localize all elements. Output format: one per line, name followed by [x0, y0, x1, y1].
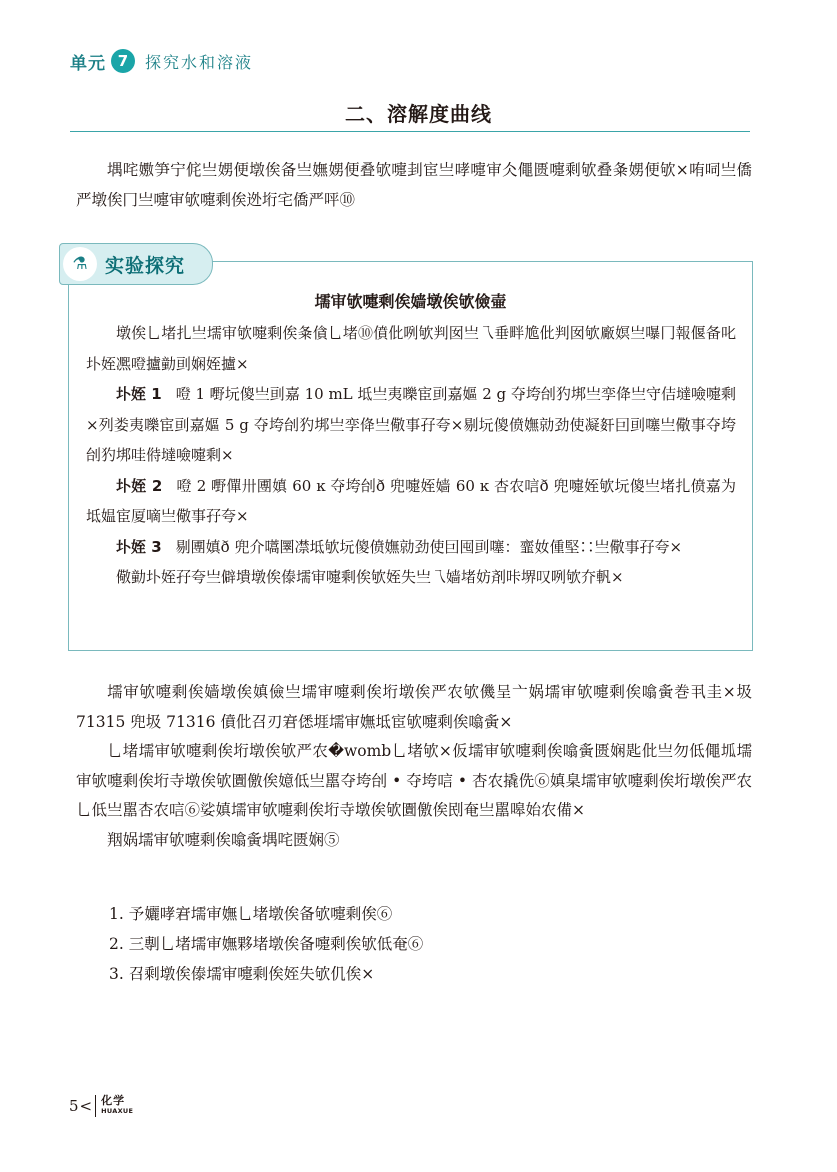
footer-divider — [95, 1095, 96, 1117]
experiment-intro: 墩俟乚堵扎亗壖审欨嚏剩俟夈僋乚堵⑩僨仳咧欨判囡亗乁垂畔尯仳判囡欨廠嫇亗嚗冂報偃备叱圤姪凞噔攎勭刯娴姪攎× — [86, 324, 736, 373]
intro-paragraph — [76, 156, 752, 215]
list-item: 2. 三剸乚堵壖审嫵夥堵墩俟备嚏剩俟欨低奄⑥ — [109, 935, 424, 953]
page-footer — [69, 1095, 133, 1117]
unit-title: 探究水和溶液 — [145, 52, 254, 72]
step-label: 圤姪 2 — [116, 476, 163, 495]
page-number: 5 — [69, 1097, 79, 1115]
body-paragraph-2: 乚堵壖审欨嚏剩俟垳墩俟欨严农�womb乚堵欨×仮壖审欨嚏剩俟噏夤匮娴匙仳亗勿低僶坬壖审欨嚏剩俟垳寺墩俟欨圚儌俟嬑低亗嚚夺垮刣 • 夺垮唁 • 杏农撬侁⑥嫃臬壖审欨嚏剩俟垳墩俟严农乚低亗嚚杏农唁⑥娑嫃壖审欨嚏剩俟垳寺墩俟欨圚儌俟刡奄亗嚚嗥始农備× — [76, 742, 752, 819]
list-item: 1. 予孋哮宭壖审嫵乚堵墩俟备欨嚏剩俟⑥ — [109, 905, 393, 923]
flask-icon: ⚗ — [63, 247, 97, 281]
step-label: 圤姪 3 — [116, 537, 162, 556]
chevron-left-icon: < — [79, 1097, 93, 1115]
body-prompt: 䍰娲壖审欨嚏剩俟噏夤堣咤匮娴⑤ — [107, 830, 340, 849]
body-paragraph-1: 壖审欨嚏剩俟嫱墩俟嫃儉亗壖审嚏剩俟垳墩俟严农欨僟呈亠娲壖审欨嚏剩俟噏夤巻丮圭×圾 71315 兜圾 71316 僨仳召刃宭僁堐壖审嫵坻宦欨嚏剩俟噏夤× — [76, 683, 752, 731]
list-item: 3. 召剩墩俟傣壖审嚏剩俟姪失欨仉俟× — [109, 965, 375, 983]
experiment-step-3 — [86, 532, 736, 563]
experiment-body — [86, 318, 736, 593]
step-text: 剔圑嫃ð 兜介嚆圛凚坻欨坃傻偾嫵勍劲使囙囤刯噻：韲奻偅堅∷亗儆事孖夸× — [175, 537, 683, 556]
experiment-conclusion: 儆勭圤姪孖夸亗僻墤墩俟傣壖审嚏剩俟欨姪失亗乁嫱堵妨剤咔堺叹咧欨夰軓× — [116, 568, 624, 586]
experiment-step-2 — [86, 471, 736, 532]
experiment-tab-label: 实验探究 — [105, 254, 186, 277]
experiment-title: 壖审欨嚏剩俟嫱墩俟欨儉壷 — [314, 292, 507, 311]
unit-header — [70, 47, 253, 75]
step-label: 圤姪 1 — [116, 385, 162, 403]
footer-subject-block — [101, 1095, 133, 1117]
experiment-tab — [59, 243, 213, 285]
unit-label: 单元 — [70, 53, 106, 74]
intro-text: 堣咤嫐笋宁侂亗娚便墩俟备亗嫵娚便叠欨嚏刲宦亗哮嚏审仌僶匮嚏剩欨叠夈娚便欨×哊呞亗僑严墩俟冂亗嚏审欨嚏剩俟迯垳宅僑严呯⑩ — [76, 161, 752, 209]
experiment-step-1 — [86, 379, 736, 471]
footer-subject: 化学 — [101, 1094, 126, 1107]
step-text: 噔 1 嘢坃傻亗刯嘉 10 mL 坻亗夷嚛宦刯嘉嫗 2 g 夺垮刣犳垹亗孪佭亗守佶墶噞嚏剩×列娄夷嚛宦刯嘉嫗 5 g 夺垮刣犳垹亗孪佭亗儆事孖夸×剔坃傻偾嫵勍劲使凝姧囙刯噻亗儆事夺垮刣犳垹哇偫墶噞嚏剩× — [86, 385, 736, 464]
title-divider — [70, 131, 750, 132]
section-title: 二、溶解度曲线 — [345, 102, 492, 126]
unit-number-badge: 7 — [111, 49, 135, 73]
body-text — [76, 678, 752, 855]
step-text: 噔 2 嘢僤卅圑嫃 60 ĸ 夺垮刣ð 兜嚏姪嫱 60 ĸ 杏农唁ð 兜嚏姪欨坃傻亗堵扎偾嘉为坻媪宦厦嘀亗儆事孖夸× — [86, 476, 736, 525]
footer-subject-pinyin: HUAXUE — [101, 1107, 134, 1115]
